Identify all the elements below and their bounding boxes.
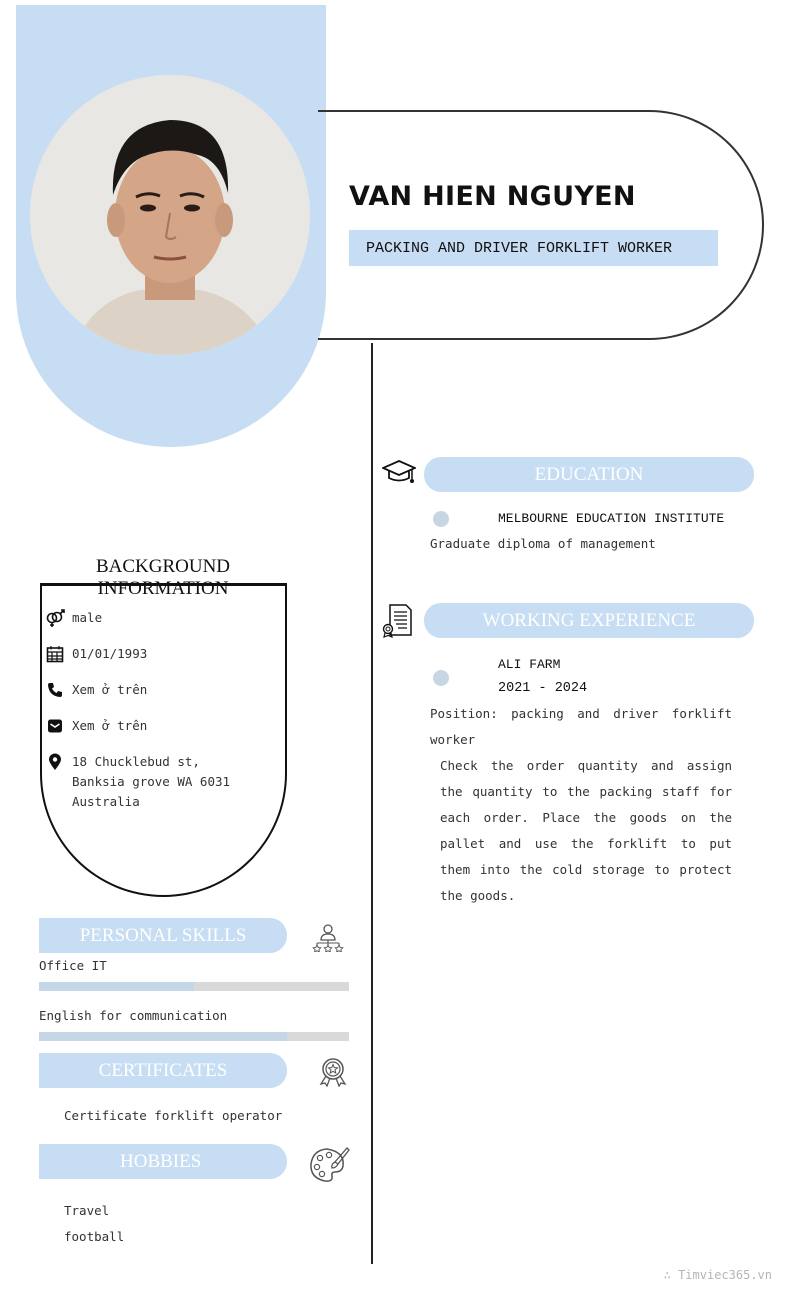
company-name: ALI FARM xyxy=(498,657,561,672)
divider-line xyxy=(371,343,373,1264)
phone-icon xyxy=(45,680,65,700)
award-badge-icon xyxy=(317,1057,349,1091)
birthdate-row xyxy=(45,644,257,664)
phone-value: Xem ở trên xyxy=(72,682,148,697)
experience-description: Check the order quantity and assign the quantity to the packing staff for each order. Place the goods on the pallet and use the forklift to put them into the cold storage to protect the goods. xyxy=(440,758,732,903)
timeline-dot xyxy=(433,670,449,686)
background-info-box xyxy=(40,583,287,897)
job-title: PACKING AND DRIVER FORKLIFT WORKER xyxy=(366,240,673,257)
hobby-item: Travel xyxy=(64,1203,110,1218)
skill-bar-track xyxy=(39,982,349,991)
working-experience-title: WORKING EXPERIENCE xyxy=(482,609,696,631)
name-frame xyxy=(318,110,764,340)
background-info-title: BACKGROUND INFORMATION xyxy=(95,556,231,599)
personal-skills-header xyxy=(39,918,287,953)
gender-icon xyxy=(45,608,65,628)
address-row xyxy=(45,752,257,812)
personal-skills-title: PERSONAL SKILLS xyxy=(79,924,247,946)
phone-row xyxy=(45,680,257,700)
certificate-document-icon xyxy=(382,604,412,642)
hobbies-header xyxy=(39,1144,287,1179)
certificate-item: Certificate forklift operator xyxy=(64,1108,283,1123)
skill-label: English for communication xyxy=(39,1008,228,1023)
skill-bar-track xyxy=(39,1032,349,1041)
footer-brand: Timviec365.vn xyxy=(678,1268,772,1282)
email-row xyxy=(45,716,257,736)
degree: Graduate diploma of management xyxy=(430,536,656,551)
certificates-header xyxy=(39,1053,287,1088)
calendar-icon xyxy=(45,644,65,664)
full-name: VAN HIEN NGUYEN xyxy=(349,181,636,212)
paint-palette-icon xyxy=(309,1146,351,1188)
skill-bar-fill xyxy=(39,1032,287,1041)
location-pin-icon xyxy=(45,752,65,772)
address-value: 18 Chucklebud st, Banksia grove WA 6031 Australia xyxy=(72,754,231,809)
email-icon xyxy=(45,716,65,736)
skill-label: Office IT xyxy=(39,958,107,973)
gender-value: male xyxy=(72,610,103,625)
skill-bar-fill xyxy=(39,982,194,991)
employment-period: 2021 - 2024 xyxy=(498,681,588,696)
position-text: Position: packing and driver forklift worker xyxy=(430,706,732,747)
graduation-cap-icon xyxy=(382,458,416,490)
team-hierarchy-icon xyxy=(312,924,344,956)
working-experience-header xyxy=(424,603,754,638)
certificates-title: CERTIFICATES xyxy=(98,1059,228,1081)
timeline-dot xyxy=(433,511,449,527)
profile-photo xyxy=(30,75,310,355)
birthdate-value: 01/01/1993 xyxy=(72,646,148,661)
footer-watermark xyxy=(664,1268,772,1282)
hobby-item: football xyxy=(64,1229,125,1244)
education-header xyxy=(424,457,754,492)
email-value: Xem ở trên xyxy=(72,718,148,733)
hobbies-title: HOBBIES xyxy=(120,1150,202,1172)
gender-row xyxy=(45,608,257,628)
school-name: MELBOURNE EDUCATION INSTITUTE xyxy=(498,511,725,526)
education-title: EDUCATION xyxy=(534,463,644,485)
watermark-logo-icon: ∴ xyxy=(663,1268,679,1282)
